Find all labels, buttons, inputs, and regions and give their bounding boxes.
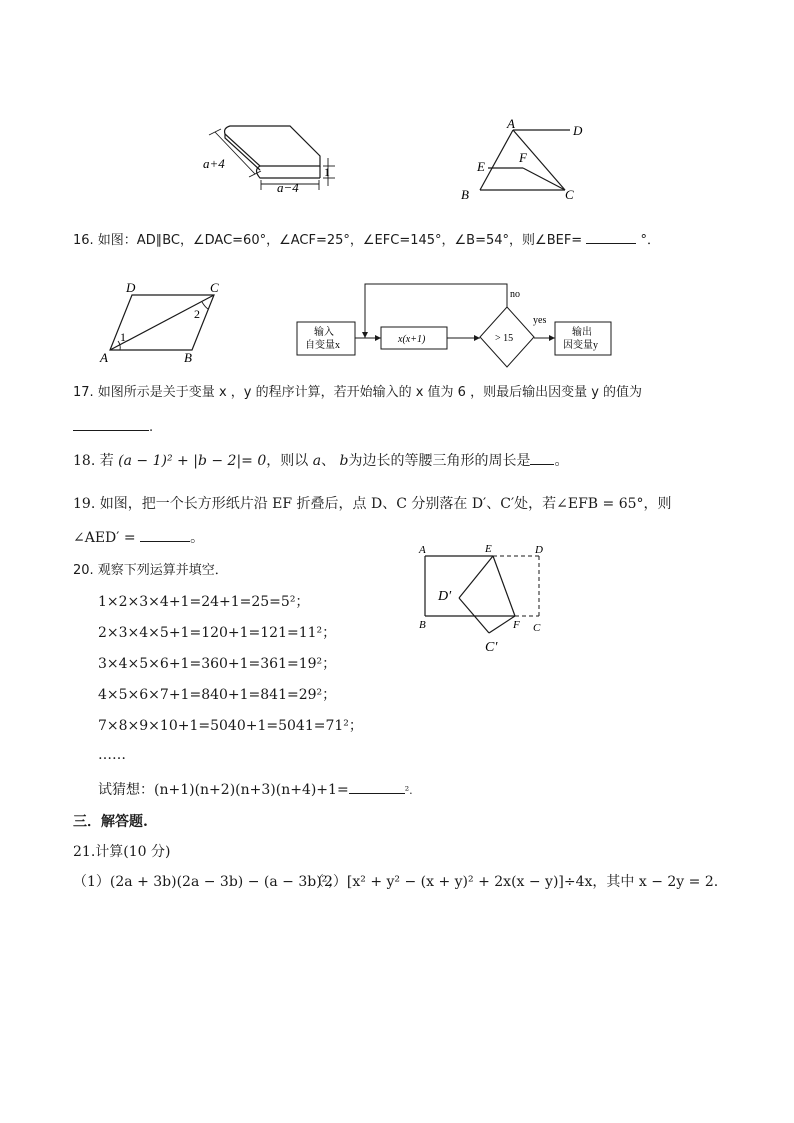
fold-label-Dp: D′ [438,589,452,604]
q18-sep: 、 [321,453,336,469]
question-20-title [73,561,228,581]
para-label-A: A [100,350,108,365]
q20-line: 3×4×5×6+1=360+1=361=19²； [98,656,337,672]
tri-label-C: C [565,187,574,202]
q19-tail: 。 [190,530,205,546]
question-18 [73,450,568,471]
flow-yes: yes [533,315,547,326]
q20-line: 7×8×9×10+1=5040+1=5041=71²； [98,718,363,734]
q18-tail: 。 [554,453,569,469]
question-17 [73,383,642,403]
question-17-answer [73,416,153,438]
q18-middle: ，则以 [266,453,309,469]
fold-label-A: A [419,544,426,556]
q18-suffix: 为边长的等腰三角形的周长是 [348,453,531,469]
para-label-B: B [184,350,192,365]
fold-label-E: E [485,543,492,555]
fold-figure [415,538,555,658]
q16-text: 16. 如图：AD∥BC，∠DAC=60°，∠ACF=25°，∠EFC=145°，∠B=54°，则∠BEF= [73,233,583,248]
flow-output-line2: 因变量y [563,340,598,351]
book-label-right: 1 [324,165,330,179]
q19-line2-prefix: ∠AED′ = [73,530,136,546]
para-label-C: C [210,280,219,295]
flow-no: no [510,289,520,300]
flowchart-figure [290,280,620,360]
q17-tail: . [149,420,154,435]
fold-label-C: C [533,622,541,634]
q18-prefix: 18. 若 [73,453,114,469]
fold-label-B: B [419,619,426,631]
flow-output-line1: 输出 [572,327,592,338]
para-angle-2: 2 [194,307,200,321]
q17-answer-blank [73,416,149,431]
q21-title: 21.计算(10 分) [73,844,171,860]
q20-answer-blank [349,779,405,794]
q20-guess [98,779,413,801]
tri-label-B: B [461,187,469,202]
book-label-left: a+4 [203,156,225,171]
book-label-bottom: a−4 [277,180,299,195]
q19-line1: 19. 如图，把一个长方形纸片沿 EF 折叠后，点 D、C 分别落在 D′、C′处，若∠EFB = 65°，则 [73,496,672,512]
question-19-line2 [73,527,204,548]
flow-input-line1: 输入 [314,327,334,338]
q18-var-b: b [339,453,349,469]
q20-guess-prefix: 试猜想：(n+1)(n+2)(n+3)(n+4)+1= [98,782,349,798]
q19-answer-blank [140,527,190,542]
flow-decision: > 15 [495,333,514,344]
question-16 [73,229,660,251]
question-19-line1 [73,494,672,514]
q18-expression: (a − 1)² + |b − 2|= 0 [118,453,267,469]
fold-label-D: D [535,544,543,556]
section-3-title: 三．解答题. [73,814,148,830]
tri-label-E: E [477,159,485,174]
q16-answer-blank [586,229,636,244]
triangle-ad-figure [455,116,595,206]
q20-guess-tail: ². [404,784,413,797]
tri-label-F: F [519,150,527,165]
q16-tail: °． [640,233,660,248]
tri-label-D: D [573,123,583,138]
q18-var-a: a [312,453,322,469]
q21-part2: （2）[x² + y² − (x + y)² + 2x(x − y)]÷4x，其中 x − 2y = 2. [310,874,719,890]
flow-process: x(x+1) [398,334,426,345]
q20-line: 1×2×3×4+1=24+1=25=5²； [98,594,310,610]
tri-label-A: A [507,116,515,131]
q20-ellipsis: …… [98,747,126,763]
parallelogram-figure [98,278,228,368]
fold-label-F: F [513,619,520,631]
q20-line: 4×5×6×7+1=840+1=841=29²； [98,687,337,703]
flow-input-line2: 自变量x [305,340,340,351]
para-label-D: D [126,280,136,295]
q17-text: 17. 如图所示是关于变量 x ，y 的程序计算，若开始输入的 x 值为 6 ，则最后输出因变量 y 的值为 [73,385,643,400]
fold-label-Cp: C′ [485,640,498,655]
q21-part1: （1）(2a + 3b)(2a − 3b) − (a − 3b)²； [73,874,342,890]
q20-line: 2×3×4×5+1=120+1=121=11²； [98,625,337,641]
book-figure [195,118,345,203]
q18-answer-blank [530,450,554,465]
q20-title: 20. 观察下列运算并填空． [73,563,228,578]
para-angle-1: 1 [120,330,126,344]
